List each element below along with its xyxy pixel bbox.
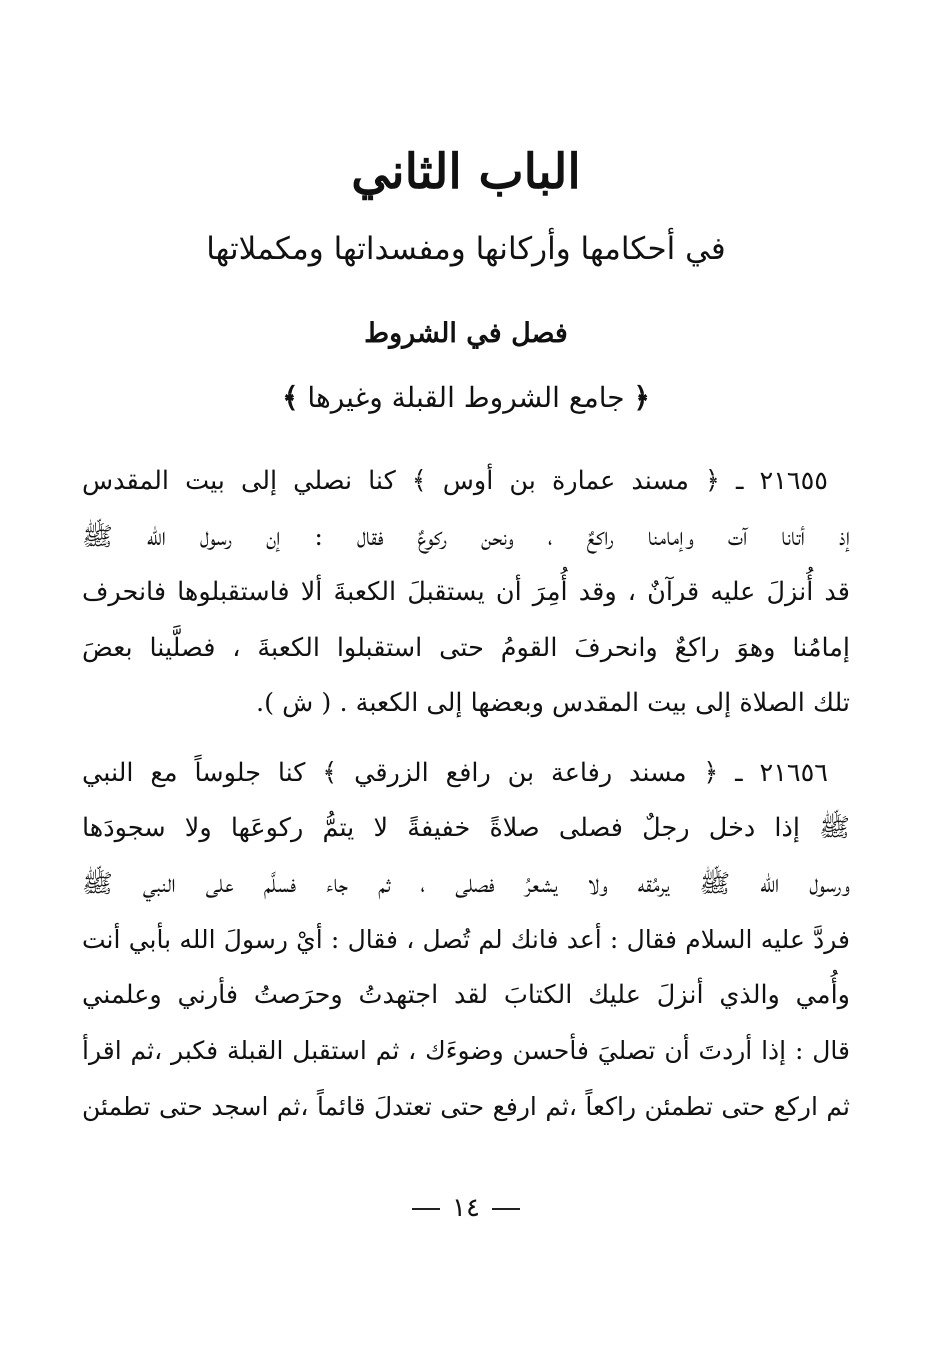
chapter-title: الباب الثاني <box>351 144 581 200</box>
text-line: قال : إذا أردتَ أن تصليَ فأحسن وضوءَك ، ثم استقبل القبلة فكبر ،ثم اقرأ <box>82 1036 850 1065</box>
text-line: ثم اركع حتى تطمئن راكعاً ،ثم ارفع حتى تعتدلَ قائماً ،ثم اسجد حتى تطمئن <box>82 1091 850 1121</box>
text-line: فردَّ عليه السلام فقال : أعد فانك لم تُصل ، فقال : أيْ رسولَ الله بأبي أنت <box>82 925 850 954</box>
section-heading: فصل في الشروط <box>364 318 568 349</box>
text-line: وأُمي والذي أنزلَ عليك الكتابَ لقد اجتهدتُ وحرَصتُ فأرني وعلمني <box>82 979 850 1010</box>
text-line: إذ أتانا آت وإمامنا راكعٌ ، ونحن ركوعٌ فقال : إن رسول الله ﷺ <box>82 521 850 552</box>
hadith-paragraph <box>82 746 850 1135</box>
text-line: ﷺ إذا دخل رجلٌ فصلى صلاةً خفيفةً لا يتمُّ ركوعَها ولا سجودَها <box>82 813 850 843</box>
text-line: تلك الصلاة إلى بيت المقدس وبعضها إلى الكعبة . ( ش ). <box>256 688 850 718</box>
text-line: ٢١٦٥٦ ـ ﴿ مسند رفاعة بن رافع الزرقي ﴾ كنا جلوساً مع النبي <box>82 757 828 788</box>
chapter-heading-text: جامع الشروط القبلة وغيرها <box>307 381 625 414</box>
text-line: ٢١٦٥٥ ـ ﴿ مسند عمارة بن أوس ﴾ كنا نصلي إلى بيت المقدس <box>82 466 828 496</box>
dash-right <box>412 1208 440 1210</box>
text-line: إمامُنا وهوَ راكعٌ وانحرفَ القومُ حتى استقبلوا الكعبةَ ، فصلَّينا بعضَ <box>82 632 850 663</box>
dash-left <box>492 1208 520 1210</box>
paragraph-gap <box>82 732 850 746</box>
text-line: قد أُنزلَ عليه قرآنٌ ، وقد أُمِرَ أن يستقبلَ الكعبةَ ألا فاستقبلوها فانحرف <box>82 577 850 607</box>
ornate-bracket-open: ﴿ <box>633 381 650 414</box>
body-text <box>82 454 850 1134</box>
page-number <box>0 1188 932 1228</box>
page-number-value: ١٤ <box>452 1193 480 1223</box>
text-line: ورسول الله ﷺ يرمُقه ولا يشعرُ فصلى ، ثم جاء فسلَّم على النبي ﷺ <box>82 868 850 899</box>
hadith-paragraph <box>82 454 850 732</box>
chapter-subtitle: في أحكامها وأركانها ومفسداتها ومكملاتها <box>206 231 726 267</box>
chapter-heading <box>0 376 932 420</box>
ornate-bracket-close: ﴾ <box>282 381 299 414</box>
